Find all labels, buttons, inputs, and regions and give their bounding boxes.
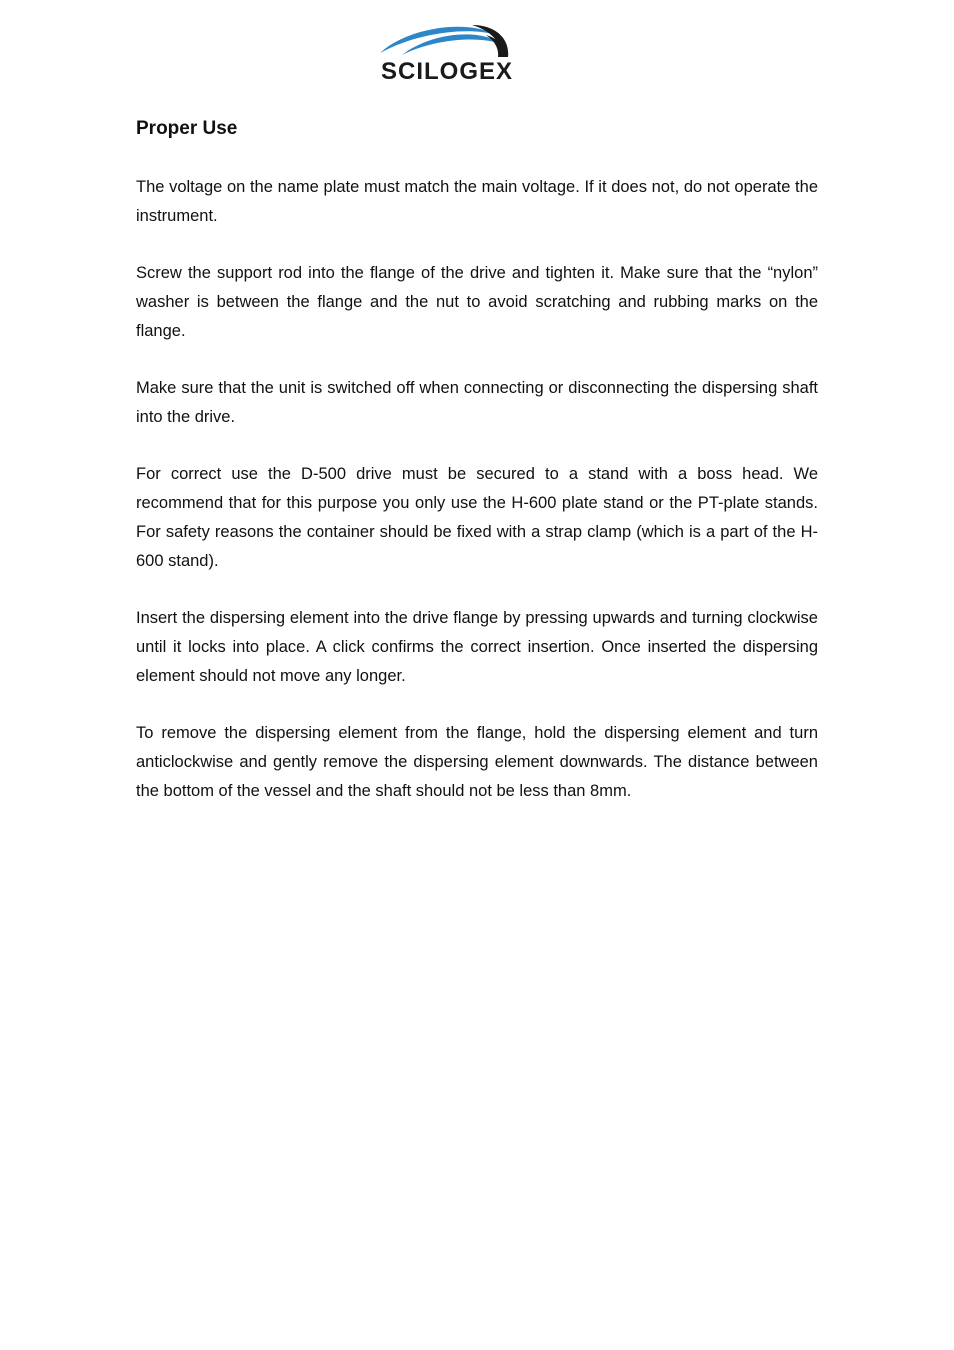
paragraph-switch-off: Make sure that the unit is switched off when connecting or disconnecting the dispersing shaft into the drive. xyxy=(136,379,818,426)
paragraph-support-rod: Screw the support rod into the flange of the drive and tighten it. Make sure that the “nylon” washer is between the flange and the nut to avoid scratching and rubbing marks on the flange. xyxy=(136,264,818,340)
scilogex-logo xyxy=(368,17,526,83)
paragraph-remove-element: To remove the dispersing element from the flange, hold the dispersing element and turn anticlockwise and gently remove the dispersing element downwards. The distance between the bottom of the vessel and the shaft should not be less than 8mm. xyxy=(136,724,818,800)
section-heading: Proper Use xyxy=(136,118,238,139)
document-content xyxy=(136,112,818,806)
paragraph-stand: For correct use the D-500 drive must be secured to a stand with a boss head. We recommend that for this purpose you only use the H-600 plate stand or the PT-plate stands. For safety reasons the container should be fixed with a strap clamp (which is a part of the H-600 stand). xyxy=(136,465,818,570)
scilogex-logo-graphic xyxy=(368,17,526,83)
logo-wordmark: SCILOGEX xyxy=(380,58,514,83)
paragraph-voltage: The voltage on the name plate must match the main voltage. If it does not, do not operate the instrument. xyxy=(136,178,818,225)
paragraph-insert-element: Insert the dispersing element into the drive flange by pressing upwards and turning clockwise until it locks into place. A click confirms the correct insertion. Once inserted the dispersing element should not move any longer. xyxy=(136,609,818,685)
